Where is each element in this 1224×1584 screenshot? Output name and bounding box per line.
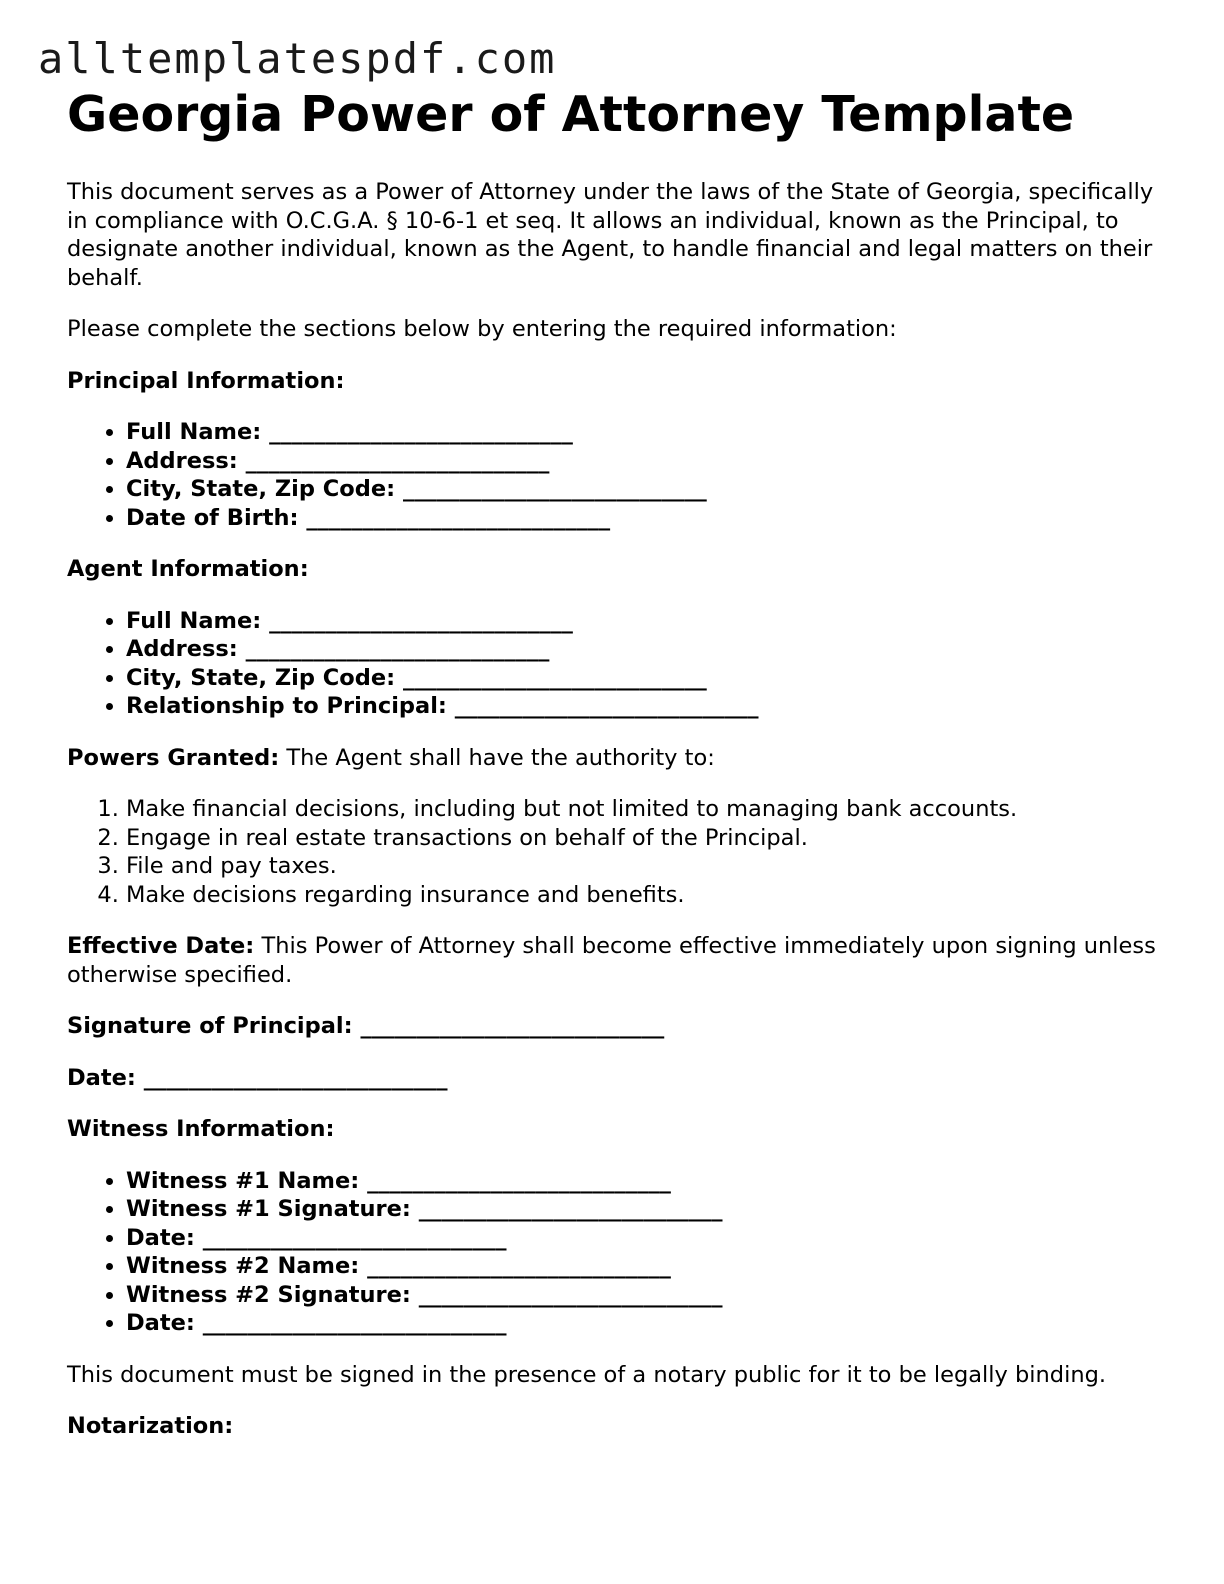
witness1-name-field: • Witness #1 Name: ___________________________ <box>126 1167 1157 1196</box>
principal-signature-line: Signature of Principal: ___________________________ <box>67 1013 665 1039</box>
instruction-paragraph: Please complete the sections below by entering the required information: <box>67 316 897 342</box>
notarization-heading: Notarization: <box>67 1413 234 1439</box>
powers-list <box>67 795 1157 909</box>
principal-date-of-birth-field: • Date of Birth: ___________________________ <box>126 504 1157 533</box>
principal-full-name-field: • Full Name: ___________________________ <box>126 418 1157 447</box>
agent-full-name-field: • Full Name: ___________________________ <box>126 607 1157 636</box>
agent-fields <box>67 607 1157 721</box>
principal-address-field: • Address: ___________________________ <box>126 447 1157 476</box>
powers-text: The Agent shall have the authority to: <box>279 744 715 771</box>
agent-heading: Agent Information: <box>67 556 309 582</box>
witness-heading: Witness Information: <box>67 1116 335 1142</box>
witness1-signature-field: • Witness #1 Signature: ___________________________ <box>126 1195 1157 1224</box>
principal-date-line: Date: ___________________________ <box>67 1064 448 1091</box>
effective-date-text: This Power of Attorney shall become effective immediately upon signing unless otherwise specified. <box>67 933 1156 988</box>
effective-date-label: Effective Date: <box>67 933 255 959</box>
notary-note: This document must be signed in the presence of a notary public for it to be legally binding. <box>67 1361 1107 1388</box>
witness-fields <box>67 1167 1157 1338</box>
document-body <box>67 86 1157 1464</box>
witness2-signature-field: • Witness #2 Signature: ___________________________ <box>126 1281 1157 1310</box>
principal-fields <box>67 418 1157 532</box>
power-item: 1. Make financial decisions, including but not limited to managing bank accounts. <box>126 795 1157 824</box>
witness1-date-field: • Date: ___________________________ <box>126 1224 1157 1253</box>
agent-relationship-field: • Relationship to Principal: ___________________________ <box>126 692 1157 721</box>
watermark: alltemplatespdf.com <box>38 34 557 83</box>
effective-date-paragraph <box>67 932 1157 989</box>
intro-paragraph: This document serves as a Power of Attorney under the laws of the State of Georgia, specifically in compliance with O.C.G.A. § 10-6-1 et seq. It allows an individual, known as the Principal, to designate another individual, known as the Agent, to handle financial and legal matters on their behalf. <box>67 179 1154 291</box>
powers-label: Powers Granted: <box>67 744 280 771</box>
agent-address-field: • Address: ___________________________ <box>126 635 1157 664</box>
power-item: 2. Engage in real estate transactions on behalf of the Principal. <box>126 824 1157 853</box>
powers-paragraph <box>67 744 1157 773</box>
page-title: Georgia Power of Attorney Template <box>67 86 1075 143</box>
witness2-name-field: • Witness #2 Name: ___________________________ <box>126 1252 1157 1281</box>
power-item: 4. Make decisions regarding insurance and benefits. <box>126 881 1157 910</box>
witness2-date-field: • Date: ___________________________ <box>126 1309 1157 1338</box>
principal-city-state-zip-field: • City, State, Zip Code: ___________________________ <box>126 475 1157 504</box>
agent-city-state-zip-field: • City, State, Zip Code: ___________________________ <box>126 664 1157 693</box>
principal-heading: Principal Information: <box>67 367 345 394</box>
power-item: 3. File and pay taxes. <box>126 852 1157 881</box>
